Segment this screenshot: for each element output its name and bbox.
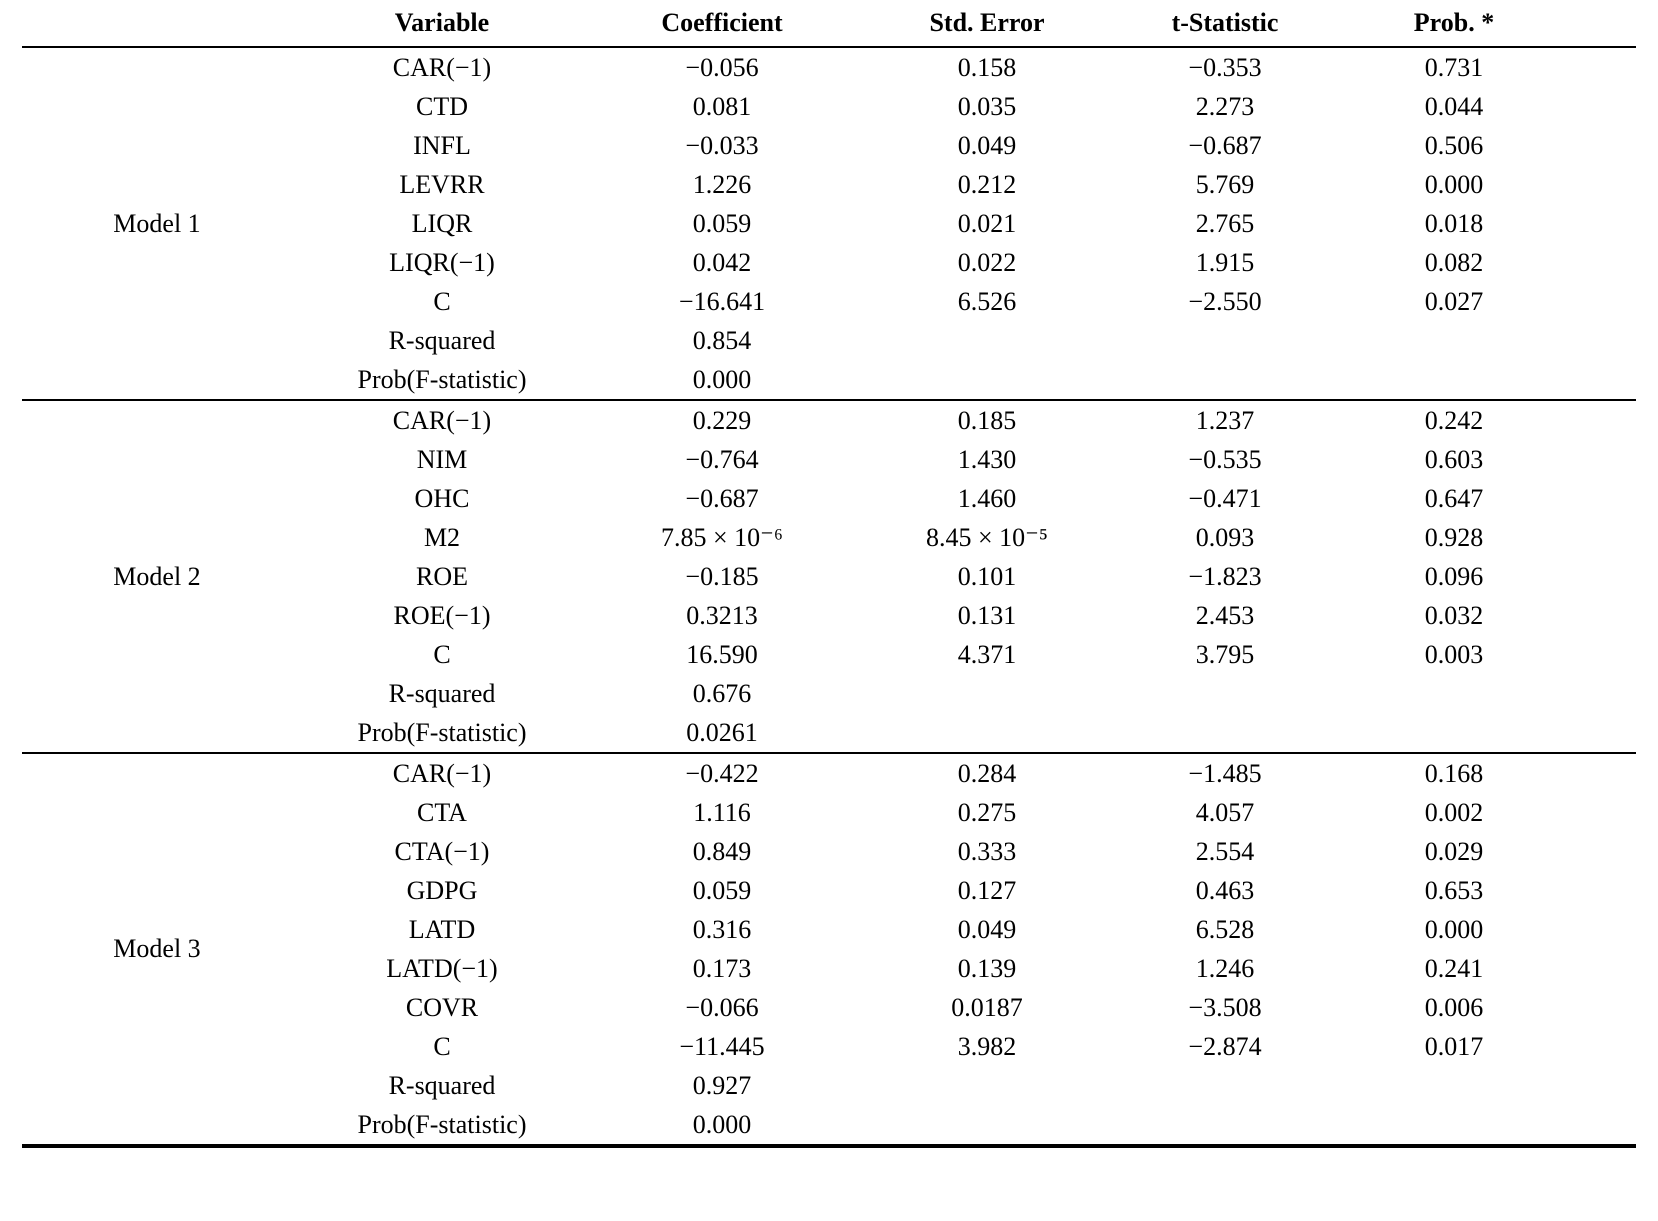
- cell-prob: 0.002: [1424, 797, 1484, 827]
- model-1-block: [22, 47, 1636, 400]
- cell-coefficient: 0.173: [692, 953, 752, 983]
- cell-prob: 0.242: [1424, 405, 1484, 435]
- cell-variable: LATD: [408, 914, 476, 944]
- cell-std-error: 6.526: [957, 286, 1017, 316]
- cell-t-statistic: −1.823: [1188, 561, 1262, 591]
- cell-coefficient: 1.116: [693, 797, 751, 827]
- cell-coefficient: 0.059: [692, 208, 752, 238]
- cell-variable: GDPG: [406, 875, 478, 905]
- cell-std-error: 0.022: [957, 247, 1017, 277]
- cell-coefficient: −0.422: [685, 758, 759, 788]
- cell-variable: LIQR(−1): [389, 247, 495, 277]
- cell-std-error: 8.45 × 10⁻⁵: [926, 522, 1048, 552]
- cell-coefficient: −0.056: [685, 52, 759, 82]
- cell-prob: 0.032: [1424, 600, 1484, 630]
- cell-prob: 0.653: [1424, 875, 1484, 905]
- cell-variable: CAR(−1): [392, 758, 492, 788]
- cell-t-statistic: [1122, 1066, 1352, 1105]
- cell-variable: CTA: [417, 797, 467, 827]
- column-header-variable: Variable: [292, 0, 592, 47]
- cell-t-statistic: 2.765: [1195, 208, 1255, 238]
- cell-coefficient: 0.0261: [686, 717, 758, 747]
- cell-variable: ROE: [416, 561, 468, 591]
- table-row: [22, 400, 1636, 440]
- cell-prob: 0.017: [1424, 1031, 1484, 1061]
- cell-t-statistic: [1122, 1105, 1352, 1146]
- cell-std-error: 0.139: [957, 953, 1017, 983]
- cell-coefficient: 0.927: [692, 1070, 752, 1100]
- header-row: [22, 0, 1636, 47]
- cell-std-error: [852, 674, 1122, 713]
- cell-prob: 0.603: [1424, 444, 1484, 474]
- cell-coefficient: −0.066: [685, 992, 759, 1022]
- cell-coefficient: 0.000: [692, 1109, 752, 1139]
- cell-std-error: 0.185: [957, 405, 1017, 435]
- model-label: Model 3: [113, 934, 201, 963]
- cell-prob: [1352, 360, 1636, 400]
- cell-variable: Prob(F-statistic): [357, 364, 527, 394]
- cell-variable: LATD(−1): [386, 953, 498, 983]
- cell-variable: NIM: [416, 444, 468, 474]
- cell-variable: C: [433, 286, 451, 316]
- cell-coefficient: 0.849: [692, 836, 752, 866]
- cell-t-statistic: −0.535: [1188, 444, 1262, 474]
- cell-t-statistic: 2.273: [1195, 91, 1255, 121]
- cell-t-statistic: −1.485: [1188, 758, 1262, 788]
- cell-std-error: 0.131: [957, 600, 1017, 630]
- cell-t-statistic: [1122, 360, 1352, 400]
- cell-variable: C: [433, 1031, 451, 1061]
- cell-prob: 0.082: [1424, 247, 1484, 277]
- cell-prob: 0.044: [1424, 91, 1484, 121]
- cell-variable: Prob(F-statistic): [357, 1109, 527, 1139]
- cell-std-error: 0.275: [957, 797, 1017, 827]
- cell-prob: 0.168: [1424, 758, 1484, 788]
- cell-variable: LEVRR: [399, 169, 485, 199]
- cell-t-statistic: −3.508: [1188, 992, 1262, 1022]
- cell-std-error: 0.101: [957, 561, 1017, 591]
- cell-prob: [1352, 1105, 1636, 1146]
- cell-coefficient: 0.081: [692, 91, 752, 121]
- cell-t-statistic: −0.471: [1188, 483, 1262, 513]
- cell-t-statistic: 5.769: [1195, 169, 1255, 199]
- cell-std-error: [852, 1066, 1122, 1105]
- cell-t-statistic: 0.463: [1195, 875, 1255, 905]
- cell-variable: LIQR: [411, 208, 473, 238]
- cell-variable: Prob(F-statistic): [357, 717, 527, 747]
- cell-prob: 0.928: [1424, 522, 1484, 552]
- cell-prob: 0.000: [1424, 169, 1484, 199]
- cell-prob: 0.003: [1424, 639, 1484, 669]
- cell-coefficient: −0.033: [685, 130, 759, 160]
- cell-coefficient: 1.226: [692, 169, 752, 199]
- cell-t-statistic: 1.915: [1195, 247, 1255, 277]
- cell-coefficient: 16.590: [686, 639, 758, 669]
- cell-prob: 0.506: [1424, 130, 1484, 160]
- cell-std-error: [852, 321, 1122, 360]
- cell-variable: CTD: [416, 91, 468, 121]
- cell-prob: 0.647: [1424, 483, 1484, 513]
- cell-t-statistic: 0.093: [1195, 522, 1255, 552]
- cell-std-error: 0.0187: [951, 992, 1023, 1022]
- cell-std-error: 4.371: [957, 639, 1017, 669]
- cell-variable: CTA(−1): [394, 836, 490, 866]
- cell-t-statistic: −2.874: [1188, 1031, 1262, 1061]
- regression-results-table: [22, 0, 1636, 1148]
- cell-prob: 0.731: [1424, 52, 1484, 82]
- cell-prob: 0.096: [1424, 561, 1484, 591]
- cell-std-error: 0.127: [957, 875, 1017, 905]
- cell-coefficient: 0.000: [692, 364, 752, 394]
- cell-prob: [1352, 321, 1636, 360]
- cell-variable: R-squared: [388, 325, 496, 355]
- cell-coefficient: 0.042: [692, 247, 752, 277]
- column-header-std-error: Std. Error: [852, 0, 1122, 47]
- cell-std-error: 1.460: [957, 483, 1017, 513]
- cell-variable: CAR(−1): [392, 405, 492, 435]
- table-row: [22, 47, 1636, 87]
- cell-prob: [1352, 713, 1636, 753]
- cell-coefficient: 0.3213: [686, 600, 758, 630]
- cell-t-statistic: [1122, 321, 1352, 360]
- cell-t-statistic: −0.687: [1188, 130, 1262, 160]
- cell-std-error: 0.049: [957, 914, 1017, 944]
- model-3-block: [22, 753, 1636, 1146]
- cell-variable: COVR: [405, 992, 479, 1022]
- cell-variable: R-squared: [388, 678, 496, 708]
- column-header-t-statistic: t-Statistic: [1122, 0, 1352, 47]
- cell-variable: OHC: [414, 483, 470, 513]
- cell-std-error: [852, 360, 1122, 400]
- model-label: Model 1: [113, 208, 201, 238]
- cell-coefficient: −0.185: [685, 561, 759, 591]
- cell-std-error: 0.035: [957, 91, 1017, 121]
- cell-prob: [1352, 674, 1636, 713]
- cell-coefficient: 0.854: [692, 325, 752, 355]
- cell-t-statistic: −0.353: [1188, 52, 1262, 82]
- cell-coefficient: −11.445: [679, 1031, 765, 1061]
- cell-variable: M2: [423, 522, 461, 552]
- cell-std-error: 1.430: [957, 444, 1017, 474]
- cell-coefficient: −0.687: [685, 483, 759, 513]
- cell-variable: C: [433, 639, 451, 669]
- cell-std-error: 0.333: [957, 836, 1017, 866]
- cell-std-error: 0.021: [957, 208, 1017, 238]
- cell-t-statistic: 6.528: [1195, 914, 1255, 944]
- cell-coefficient: −16.641: [678, 286, 766, 316]
- cell-variable: R-squared: [388, 1070, 496, 1100]
- cell-t-statistic: 3.795: [1195, 639, 1255, 669]
- cell-std-error: [852, 713, 1122, 753]
- column-header-coefficient: Coefficient: [592, 0, 852, 47]
- cell-t-statistic: 4.057: [1195, 797, 1255, 827]
- model-2-block: [22, 400, 1636, 753]
- cell-coefficient: 7.85 × 10⁻⁶: [661, 522, 783, 552]
- cell-t-statistic: [1122, 674, 1352, 713]
- cell-t-statistic: 2.453: [1195, 600, 1255, 630]
- corner-spacer: [22, 0, 292, 47]
- column-header-prob: Prob. *: [1352, 0, 1636, 47]
- cell-prob: 0.000: [1424, 914, 1484, 944]
- model-label: Model 2: [113, 561, 201, 591]
- cell-t-statistic: 1.246: [1195, 953, 1255, 983]
- cell-std-error: 0.049: [957, 130, 1017, 160]
- cell-prob: 0.018: [1424, 208, 1484, 238]
- cell-coefficient: −0.764: [685, 444, 759, 474]
- cell-variable: INFL: [413, 130, 471, 160]
- cell-t-statistic: [1122, 713, 1352, 753]
- cell-prob: 0.027: [1424, 286, 1484, 316]
- cell-prob: [1352, 1066, 1636, 1105]
- cell-prob: 0.006: [1424, 992, 1484, 1022]
- cell-coefficient: 0.229: [692, 405, 752, 435]
- cell-variable: ROE(−1): [393, 600, 491, 630]
- table-row: [22, 753, 1636, 793]
- cell-std-error: 3.982: [957, 1031, 1017, 1061]
- cell-variable: CAR(−1): [392, 52, 492, 82]
- cell-std-error: [852, 1105, 1122, 1146]
- cell-coefficient: 0.059: [692, 875, 752, 905]
- cell-prob: 0.029: [1424, 836, 1484, 866]
- cell-t-statistic: 2.554: [1195, 836, 1255, 866]
- cell-coefficient: 0.676: [692, 678, 752, 708]
- cell-prob: 0.241: [1424, 953, 1484, 983]
- cell-t-statistic: 1.237: [1195, 405, 1255, 435]
- cell-std-error: 0.284: [957, 758, 1017, 788]
- cell-t-statistic: −2.550: [1188, 286, 1262, 316]
- cell-std-error: 0.212: [957, 169, 1017, 199]
- cell-coefficient: 0.316: [692, 914, 752, 944]
- cell-std-error: 0.158: [957, 52, 1017, 82]
